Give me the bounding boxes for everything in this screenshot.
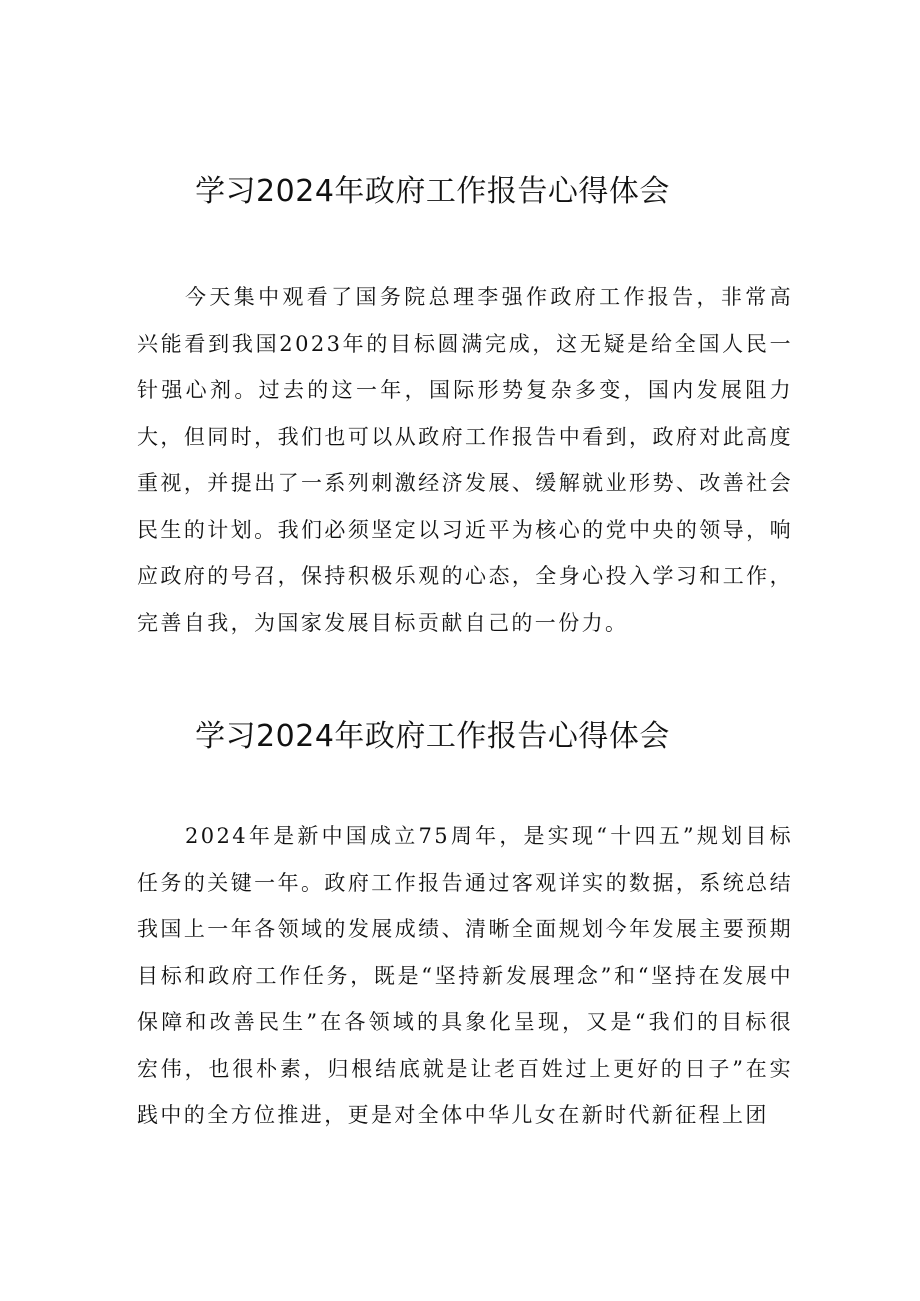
- section-2-title: 学习2024年政府工作报告心得体会: [195, 719, 670, 754]
- section-1-title: 学习2024年政府工作报告心得体会: [195, 174, 670, 209]
- section-2-body: 2024年是新中国成立75周年，是实现“十四五”规划目标任务的关键一年。政府工作报告通过客观详实的数据，系统总结我国上一年各领域的发展成绩、清晰全面规划今年发展主要预期目标和政府工作任务，既是“坚持新发展理念”和“坚持在发展中保障和改善民生”在各领域的具象化呈现，又是“我们的目标很宏伟，也很朴素，归根结底就是让老百姓过上更好的日子”在实践中的全方位推进，更是对全体中华儿女在新时代新征程上团: [137, 824, 793, 1127]
- section-1-body: 今天集中观看了国务院总理李强作政府工作报告，非常高兴能看到我国2023年的目标圆满完成，这无疑是给全国人民一针强心剂。过去的这一年，国际形势复杂多变，国内发展阻力大，但同时，我们也可以从政府工作报告中看到，政府对此高度重视，并提出了一系列刺激经济发展、缓解就业形势、改善社会民生的计划。我们必须坚定以习近平为核心的党中央的领导，响应政府的号召，保持积极乐观的心态，全身心投入学习和工作，完善自我，为国家发展目标贡献自己的一份力。: [137, 285, 793, 635]
